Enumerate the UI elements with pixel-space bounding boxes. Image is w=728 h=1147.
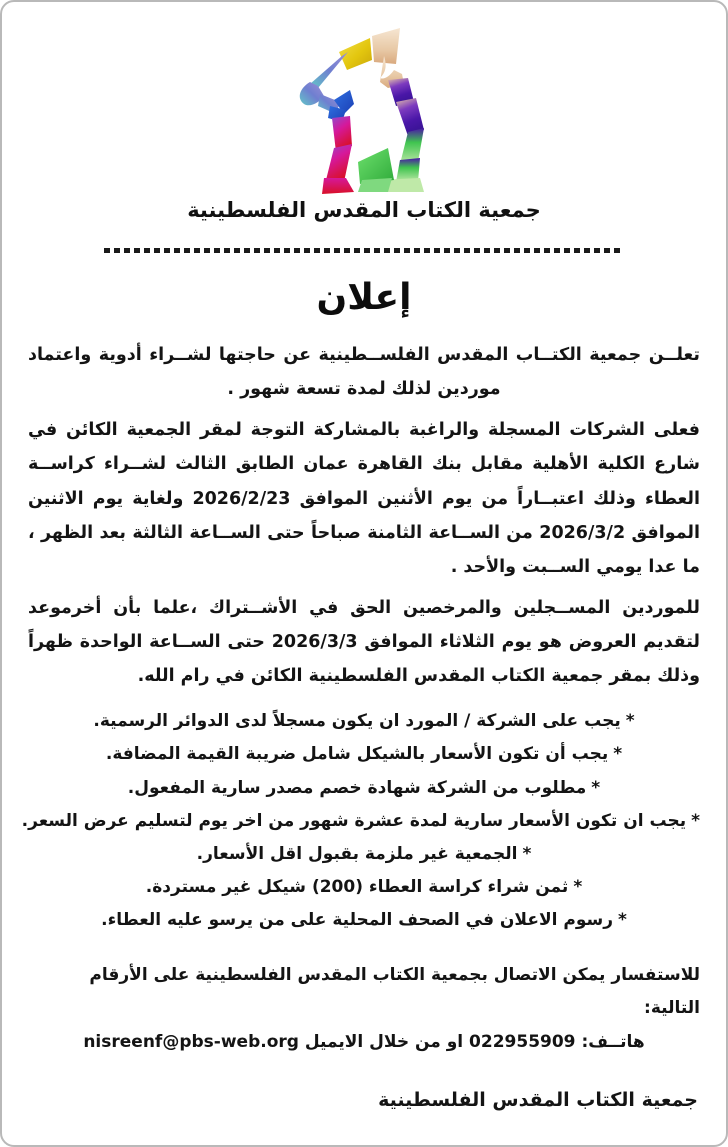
palestinian-bible-society-logo bbox=[284, 22, 444, 202]
list-item bbox=[28, 838, 700, 871]
page-title: جمعية الكتاب المقدس الفلسطينية bbox=[187, 198, 541, 222]
bullet-star-icon: * bbox=[522, 843, 532, 864]
list-item bbox=[28, 772, 700, 805]
email-address[interactable]: nisreenf@pbs-web.org bbox=[83, 1031, 299, 1052]
announcement-heading: إعلان bbox=[316, 277, 412, 318]
bullet-star-icon: * bbox=[613, 744, 623, 765]
body-content bbox=[21, 338, 701, 937]
list-item-label: ثمن شراء كراسة العطاء (200) شيكل غير مستردة. bbox=[145, 876, 569, 897]
thigh-right bbox=[400, 128, 424, 164]
arm-left-upper bbox=[310, 52, 348, 88]
list-item bbox=[21, 805, 700, 838]
dashed-divider-line bbox=[104, 248, 624, 253]
contact-intro: للاستفسار يمكن الاتصال بجمعية الكتاب المقدس الفلسطينية على الأرقام التالية: bbox=[89, 965, 700, 1019]
paragraph-3: للموردين المســجلين والمرخصين الحق في الأشــتراك ،علما بأن أخرموعد لتقديم العروض هو يوم الثلاثاء الموافق 2026/3/3 حتى الســاعة الواحدة ظهراً وذلك بمقر جمعية الكتاب المقدس الفلسطينية الكائن في رام الله. bbox=[28, 597, 700, 687]
list-item-label: يجب ان تكون الأسعار سارية لمدة عشرة شهور من اخر يوم لتسليم عرض السعر. bbox=[21, 810, 687, 831]
knee-base bbox=[358, 178, 392, 192]
logo-container bbox=[28, 2, 700, 192]
leg-left bbox=[326, 144, 352, 182]
bullet-star-icon: * bbox=[573, 876, 583, 897]
book-left-page-icon bbox=[339, 38, 372, 70]
foot-left bbox=[322, 178, 354, 194]
book-right-page-icon bbox=[372, 28, 400, 64]
list-item-label: يجب على الشركة / المورد ان يكون مسجلاً لدى الدوائر الرسمية. bbox=[93, 711, 621, 732]
list-item bbox=[28, 904, 700, 937]
paragraph-1: تعلــن جمعية الكتــاب المقدس الفلســطينية عن حاجتها لشــراء أدوية واعتماد موردين لذلك لمدة تسعة شهور . bbox=[28, 345, 700, 400]
requirements-list bbox=[21, 705, 700, 937]
phone-label: هاتــف: bbox=[581, 1031, 645, 1052]
list-item bbox=[28, 738, 700, 771]
bullet-star-icon: * bbox=[691, 810, 700, 831]
contact-details bbox=[28, 1026, 700, 1059]
contact-section bbox=[28, 959, 700, 1058]
email-intro-label: او من خلال الايميل bbox=[304, 1031, 464, 1052]
bullet-star-icon: * bbox=[625, 711, 635, 732]
list-item-label: رسوم الاعلان في الصحف المحلية على من يرسو عليه العطاء. bbox=[101, 910, 613, 931]
divider bbox=[28, 248, 700, 253]
phone-number[interactable]: 022955909 bbox=[469, 1031, 576, 1052]
list-item-label: الجمعية غير ملزمة بقبول اقل الأسعار. bbox=[196, 843, 518, 864]
paragraph-2: فعلى الشركات المسجلة والراغبة بالمشاركة التوجة لمقر الجمعية الكائن في شارع الكلية الأهلية مقابل بنك القاهرة عمان الطابق الثالث لشــراء كراســة العطاء وذلك اعتبــاراً من يوم الأثنين الموافق 2026/2/23 ولغاية يوم الاثنين الموافق 2026/3/2 من الســاعة الثامنة صباحاً حتى الســاعة الثالثة بعد الظهر ، ما عدا يومي الســبت والأحد . bbox=[28, 420, 701, 577]
list-item bbox=[28, 705, 700, 738]
list-item-label: يجب أن تكون الأسعار بالشيكل شامل ضريبة القيمة المضافة. bbox=[105, 744, 609, 765]
footer-signature: جمعية الكتاب المقدس الفلسطينية bbox=[378, 1088, 698, 1111]
bullet-star-icon: * bbox=[591, 777, 601, 798]
list-item bbox=[28, 871, 700, 904]
bullet-star-icon: * bbox=[617, 910, 627, 931]
list-item-label: مطلوب من الشركة شهادة خصم مصدر سارية المفعول. bbox=[127, 777, 587, 798]
